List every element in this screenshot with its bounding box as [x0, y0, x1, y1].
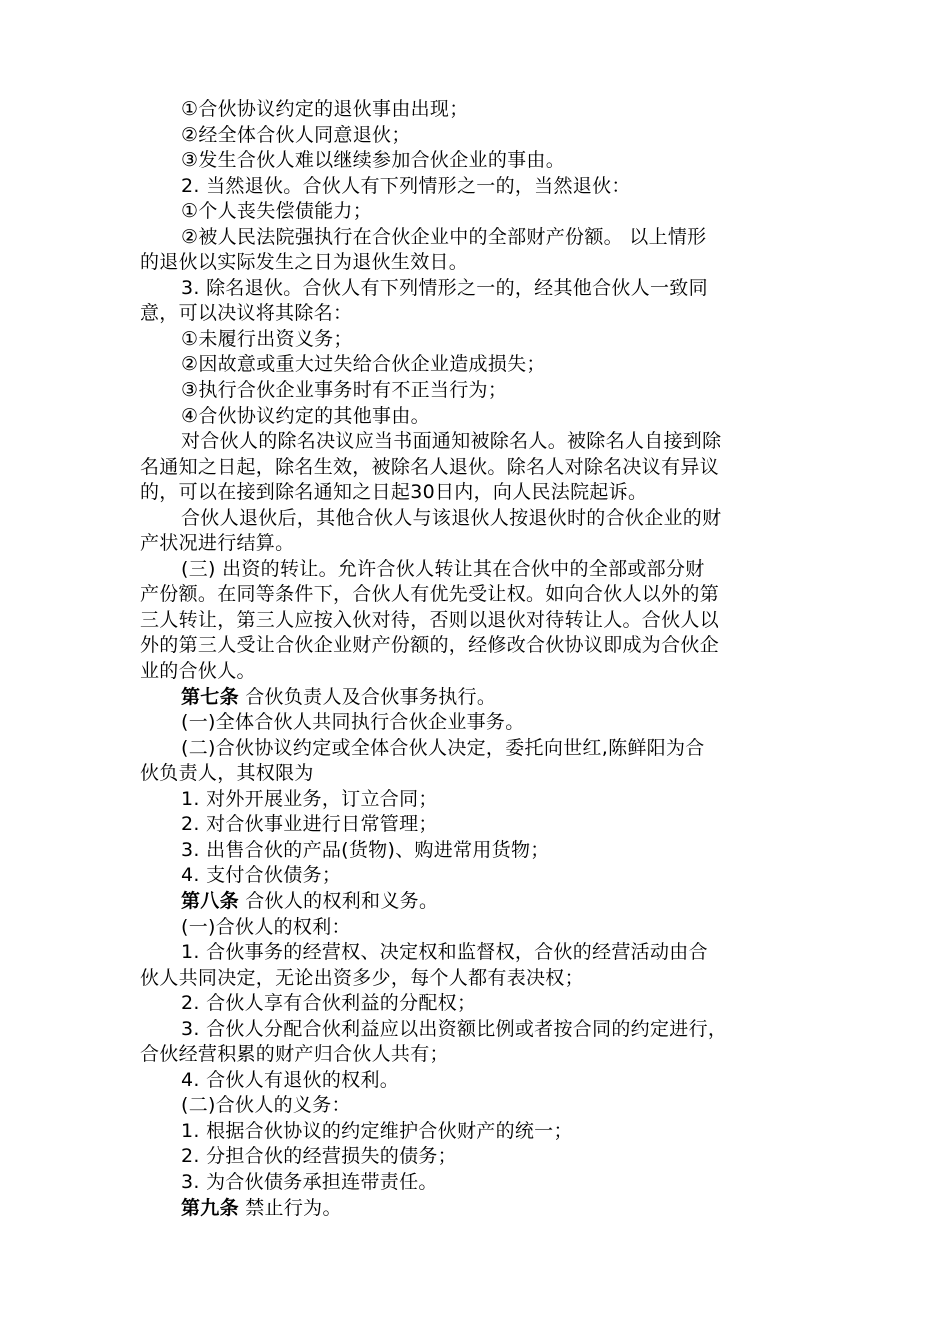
text-line: (三) 出资的转让。允许合伙人转让其在合伙中的全部或部分财: [181, 557, 705, 580]
text-line: 1. 合伙事务的经营权、决定权和监督权，合伙的经营活动由合: [181, 941, 708, 964]
text-line: 1. 根据合伙协议的约定维护合伙财产的统一；: [181, 1119, 573, 1142]
text-line: 产份额。在同等条件下，合伙人有优先受让权。如向合伙人以外的第: [140, 583, 720, 606]
article-7-title: 合伙负责人及合伙事务执行。: [238, 685, 497, 708]
text-line: ③发生合伙人难以继续参加合伙企业的事由。: [181, 149, 566, 172]
text-line: 伙人共同决定，无论出资多少，每个人都有表决权；: [140, 966, 584, 989]
text-line: 4. 支付合伙债务；: [181, 864, 342, 887]
article-9: [0, 1196, 950, 1222]
text-line: ②经全体合伙人同意退伙；: [181, 123, 411, 146]
text-line: ①未履行出资义务；: [181, 327, 353, 350]
article-9-heading: 第九条: [181, 1196, 239, 1219]
document-body: [0, 97, 950, 1221]
text-line: 业的合伙人。: [140, 660, 256, 683]
article-7-heading: 第七条: [181, 685, 239, 708]
text-line: 3. 除名退伙。合伙人有下列情形之一的，经其他合伙人一致同: [181, 276, 708, 299]
article-8: [0, 889, 950, 915]
text-line: 合伙人退伙后，其他合伙人与该退伙人按退伙时的合伙企业的财: [181, 506, 722, 529]
text-line: 2. 对合伙事业进行日常管理；: [181, 813, 438, 836]
text-line: (一)全体合伙人共同执行合伙企业事务。: [181, 711, 525, 734]
text-line: (二)合伙协议约定或全体合伙人决定，委托向世红,陈鲜阳为合: [181, 736, 705, 759]
text-line: ①个人丧失偿债能力；: [181, 200, 373, 223]
article-9-title: 禁止行为。: [238, 1196, 342, 1219]
text-line: 外的第三人受让合伙企业财产份额的，经修改合伙协议即成为合伙企: [140, 634, 720, 657]
text-line: 2. 分担合伙的经营损失的债务；: [181, 1145, 457, 1168]
text-line: ②因故意或重大过失给合伙企业造成损失；: [181, 353, 546, 376]
article-8-title: 合伙人的权利和义务。: [238, 889, 439, 912]
text-line: 意，可以决议将其除名：: [140, 302, 353, 325]
text-line: ④合伙协议约定的其他事由。: [181, 404, 430, 427]
article-7: [0, 685, 950, 711]
text-line: 的，可以在接到除名通知之日起30日内，向人民法院起诉。: [140, 481, 648, 504]
text-line: 名通知之日起，除名生效，被除名人退伙。除名人对除名决议有异议: [140, 455, 720, 478]
text-line: ③执行合伙企业事务时有不正当行为；: [181, 379, 508, 402]
text-line: 4. 合伙人有退伙的权利。: [181, 1068, 400, 1091]
text-line: 对合伙人的除名决议应当书面通知被除名人。被除名人自接到除: [181, 430, 722, 453]
text-line: (一)合伙人的权利：: [181, 915, 351, 938]
text-line: 2. 合伙人享有合伙利益的分配权；: [181, 992, 477, 1015]
text-line: 1. 对外开展业务，订立合同；: [181, 787, 438, 810]
text-line: 伙负责人，其权限为: [140, 762, 314, 785]
text-line: 的退伙以实际发生之日为退伙生效日。: [140, 251, 469, 274]
text-line: 合伙经营积累的财产归合伙人共有；: [140, 1043, 449, 1066]
text-line: 3. 出售合伙的产品(货物)、购进常用货物；: [181, 838, 550, 861]
text-line: (二)合伙人的义务：: [181, 1094, 351, 1117]
text-line: 2. 当然退伙。合伙人有下列情形之一的，当然退伙：: [181, 174, 631, 197]
text-line: 三人转让，第三人应按入伙对待，否则以退伙对待转让人。合伙人以: [140, 608, 720, 631]
text-line: ②被人民法院强执行在合伙企业中的全部财产份额。 以上情形: [181, 225, 707, 248]
text-line: 3. 为合伙债务承担连带责任。: [181, 1170, 438, 1193]
article-8-heading: 第八条: [181, 889, 239, 912]
text-line: 产状况进行结算。: [140, 532, 295, 555]
text-line: ①合伙协议约定的退伙事由出现；: [181, 98, 469, 120]
text-line: 3. 合伙人分配合伙利益应以出资额比例或者按合同的约定进行，: [181, 1017, 728, 1040]
